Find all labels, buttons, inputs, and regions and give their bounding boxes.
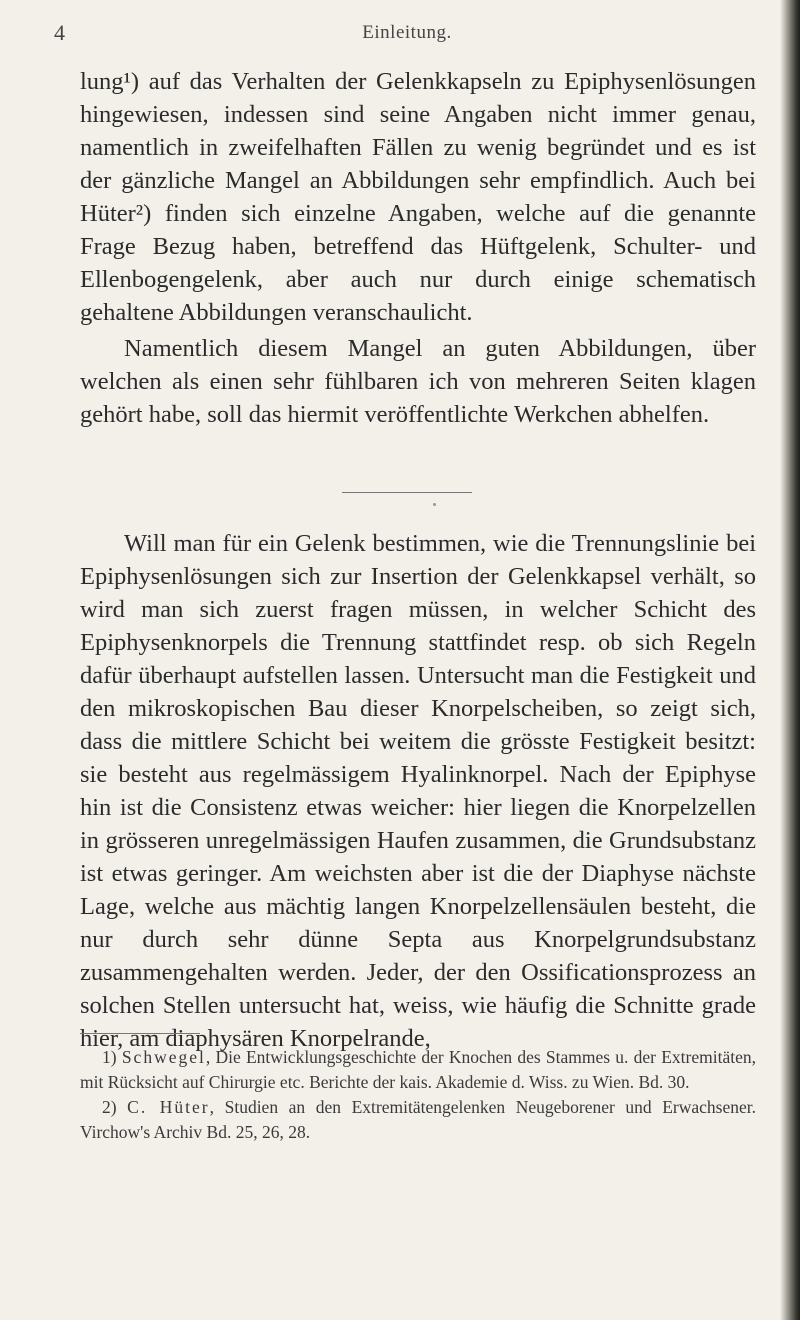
- footnote-1: [80, 1045, 756, 1095]
- paragraph-1: [80, 65, 756, 329]
- running-head: Einleitung.: [362, 22, 452, 43]
- page-header: [54, 20, 760, 50]
- paragraph-2: [80, 332, 756, 431]
- footnote-text: , Die Entwicklungsgeschichte der Knochen des Stammes u. der Extremitäten, mit Rücksicht auf Chirurgie etc. Berichte der kais. Akademie d. Wiss. zu Wien. Bd. 30.: [80, 1047, 756, 1092]
- paragraph-text: Namentlich diesem Mangel an guten Abbildungen, über welchen als einen sehr fühlbaren ich von mehreren Seiten klagen gehört habe, soll das hiermit veröffentlichte Werkchen abhelfen.: [80, 335, 756, 428]
- footnotes: [80, 1045, 756, 1145]
- section-divider: [342, 492, 472, 493]
- page-number: 4: [54, 20, 65, 45]
- footnote-author: C. Hüter: [127, 1097, 210, 1117]
- footnote-divider: [80, 1033, 200, 1034]
- footnote-author: Schwegel: [121, 1047, 206, 1067]
- footnote-marker: 1): [102, 1047, 117, 1067]
- footnote-2: [80, 1095, 756, 1145]
- footnote-marker: 2): [102, 1097, 117, 1117]
- footnote-text: , Studien an den Extremitätengelenken Neugeborener und Erwachsener. Virchow's Archiv Bd. 25, 26, 28.: [80, 1097, 756, 1142]
- paragraph-3: [80, 527, 756, 1055]
- page-edge-shadow: [780, 0, 800, 1320]
- paragraph-text: Will man für ein Gelenk bestimmen, wie die Trennungslinie bei Epiphysenlösungen sich zur Insertion der Gelenkkapsel verhält, so wird man sich zuerst fragen müssen, in welcher Schicht des Epiphysenknorpels die Trennung stattfindet resp. ob sich Regeln dafür überhaupt aufstellen lassen. Untersucht man die Festigkeit und den mikroskopischen Bau dieser Knorpelscheiben, so zeigt sich, dass die mittlere Schicht bei weitem die grösste Festigkeit besitzt: sie besteht aus regelmässigem Hyalinknorpel. Nach der Epiphyse hin ist die Consistenz etwas weicher: hier liegen die Knorpelzellen in grösseren unregelmässigen Haufen zusammen, die Grundsubstanz ist etwas geringer. Am weichsten aber ist die der Diaphyse nächste Lage, welche aus mächtig langen Knorpelzellensäulen besteht, die nur durch sehr dünne Septa aus Knorpelgrundsubstanz zusammengehalten werden. Jeder, der den Ossificationsprozess an solchen Stellen untersucht hat, weiss, wie häufig die Schnitte grade hier, am diaphysären Knorpelrande,: [80, 530, 756, 1052]
- divider-dot: [433, 503, 436, 506]
- paragraph-text: lung¹) auf das Verhalten der Gelenkkapseln zu Epiphysenlösungen hingewiesen, indessen sind seine Angaben nicht immer genau, namentlich in zweifelhaften Fällen zu wenig begründet und es ist der gänzliche Mangel an Abbildungen sehr empfindlich. Auch bei Hüter²) finden sich einzelne Angaben, welche auf die genannte Frage Bezug haben, betreffend das Hüftgelenk, Schulter- und Ellenbogengelenk, aber auch nur durch einige schematisch gehaltene Abbildungen veranschaulicht.: [80, 68, 756, 326]
